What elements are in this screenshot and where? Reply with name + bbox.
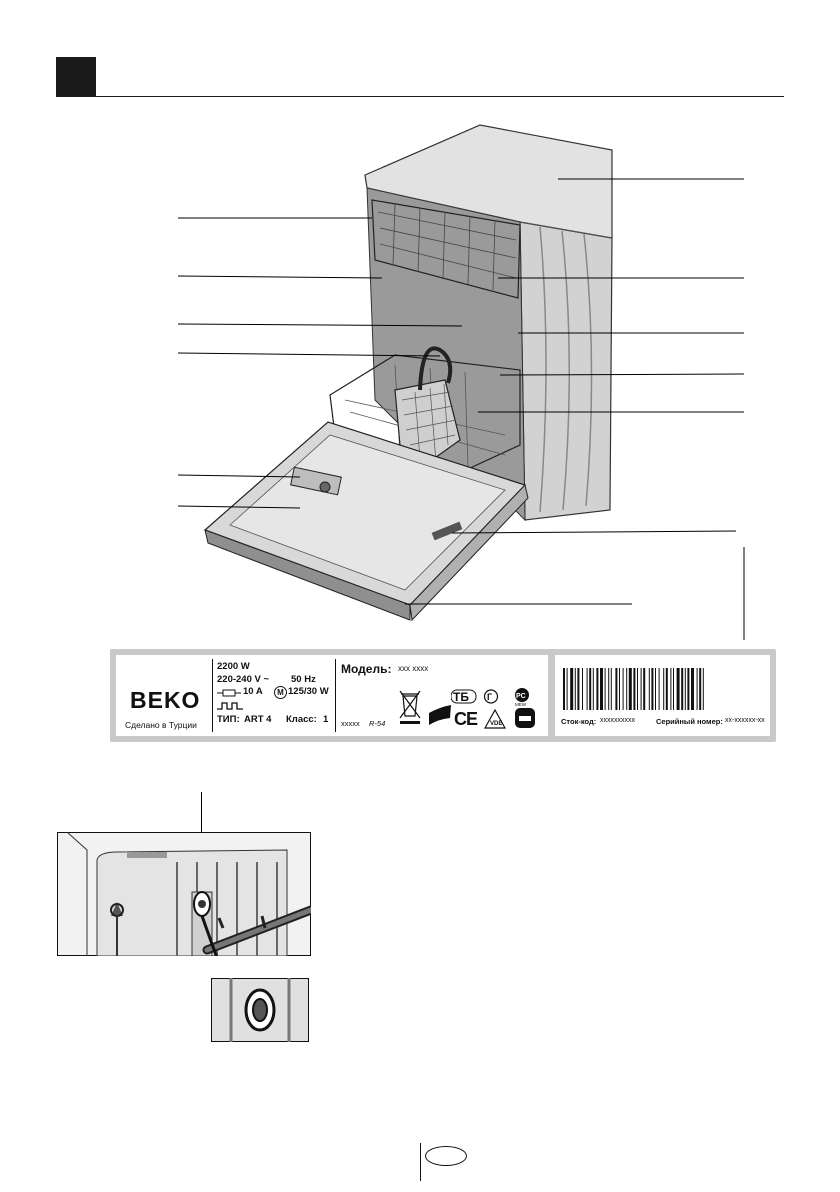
barcode-bar [633, 668, 635, 710]
made-in-text: Сделано в Турции [125, 720, 197, 730]
barcode-bar [703, 668, 704, 710]
barcode-bar [605, 668, 606, 710]
svg-text:PC: PC [516, 693, 526, 700]
plate-divider [335, 659, 336, 732]
barcode-bar [608, 668, 609, 710]
plug-mark-icon [514, 707, 536, 729]
barcode-bar [587, 668, 588, 710]
motor-icon: M [274, 686, 287, 699]
gost-mark-icon [482, 689, 502, 704]
model-label: Модель: [341, 662, 392, 676]
barcode-bar [575, 668, 576, 710]
barcode-bar [582, 668, 583, 710]
barcode-bar [643, 668, 645, 710]
barcode-bar [600, 668, 603, 710]
frequency-value: 50 Hz [291, 674, 316, 685]
barcode-bar [637, 668, 638, 710]
plate-divider [212, 659, 213, 732]
ce-mark: CE [454, 709, 478, 729]
barcode-bar [611, 668, 612, 710]
footer-rule [420, 1143, 421, 1181]
stock-code-label: Сток-код: [561, 717, 597, 726]
svg-text:VDE: VDE [490, 721, 503, 727]
class-label: Класс: [286, 714, 317, 725]
pct-mark-icon [510, 687, 534, 707]
barcode-bar [685, 668, 686, 710]
callout-line-2 [178, 276, 382, 278]
barcode-bar [681, 668, 683, 710]
motor-value: 125/30 W [288, 686, 329, 697]
barcode-bar [577, 668, 579, 710]
pulse-icon [217, 701, 243, 711]
voltage-value: 220-240 V ~ [217, 674, 270, 685]
barcode-bar [666, 668, 668, 710]
class-value: 1 [323, 714, 329, 725]
plate-barcode-panel [555, 655, 770, 736]
barcode-bar [567, 668, 568, 710]
svg-text:Г: Г [487, 692, 493, 702]
svg-text:ТБ: ТБ [453, 690, 469, 704]
barcode-bar [697, 668, 698, 710]
barcode-bar [589, 668, 591, 710]
barcode-bar [673, 668, 674, 710]
section-number-box [56, 57, 96, 97]
barcode-bar [699, 668, 701, 710]
fuse-value: 10 A [243, 686, 263, 697]
serial-label: Серийный номер: [656, 717, 723, 726]
power-value: 2200 W [217, 661, 250, 672]
type-label: ТИП: [217, 714, 240, 725]
serial-value: xx-xxxxxx-xx [725, 717, 765, 724]
barcode-bar [687, 668, 689, 710]
barcode-bar [629, 668, 632, 710]
svg-text:MEW: MEW [515, 702, 526, 707]
fuse-icon [217, 688, 241, 698]
weee-bin-icon [398, 688, 422, 726]
stock-code-value: xxxxxxxxxx [600, 717, 635, 724]
barcode-bar [593, 668, 594, 710]
detail-photo [57, 832, 311, 956]
barcode-bar [623, 668, 624, 710]
barcode-bar [663, 668, 664, 710]
code-value: xxxxx [341, 719, 360, 728]
barcode-bar [677, 668, 680, 710]
barcode-bar [649, 668, 650, 710]
barcode-bar [626, 668, 627, 710]
barcode-bar [619, 668, 620, 710]
type-value: ART 4 [244, 714, 272, 725]
barcode-bar [659, 668, 660, 710]
zoom-inset-photo [211, 978, 309, 1042]
barcode-bar [596, 668, 598, 710]
barcode [561, 668, 765, 710]
language-oval-icon [425, 1146, 467, 1166]
plate-info-panel [116, 655, 548, 736]
refrigerant-value: R-54 [369, 719, 386, 728]
barcode-bar [641, 668, 642, 710]
barcode-bar [691, 668, 694, 710]
eac-mark-icon [451, 689, 477, 704]
barcode-bar [615, 668, 617, 710]
barcode-bar [563, 668, 565, 710]
rating-plate [110, 649, 776, 742]
model-value: xxx xxxx [398, 664, 429, 673]
barcode-bar [570, 668, 573, 710]
barcode-bar [670, 668, 671, 710]
vde-mark-icon [484, 709, 506, 729]
header-rule [96, 96, 784, 97]
dishwasher-illustration [0, 100, 840, 640]
brand-logo: BEKO [130, 687, 201, 713]
leaf-mark-icon [428, 705, 452, 725]
barcode-bar [655, 668, 656, 710]
barcode-bar [651, 668, 653, 710]
